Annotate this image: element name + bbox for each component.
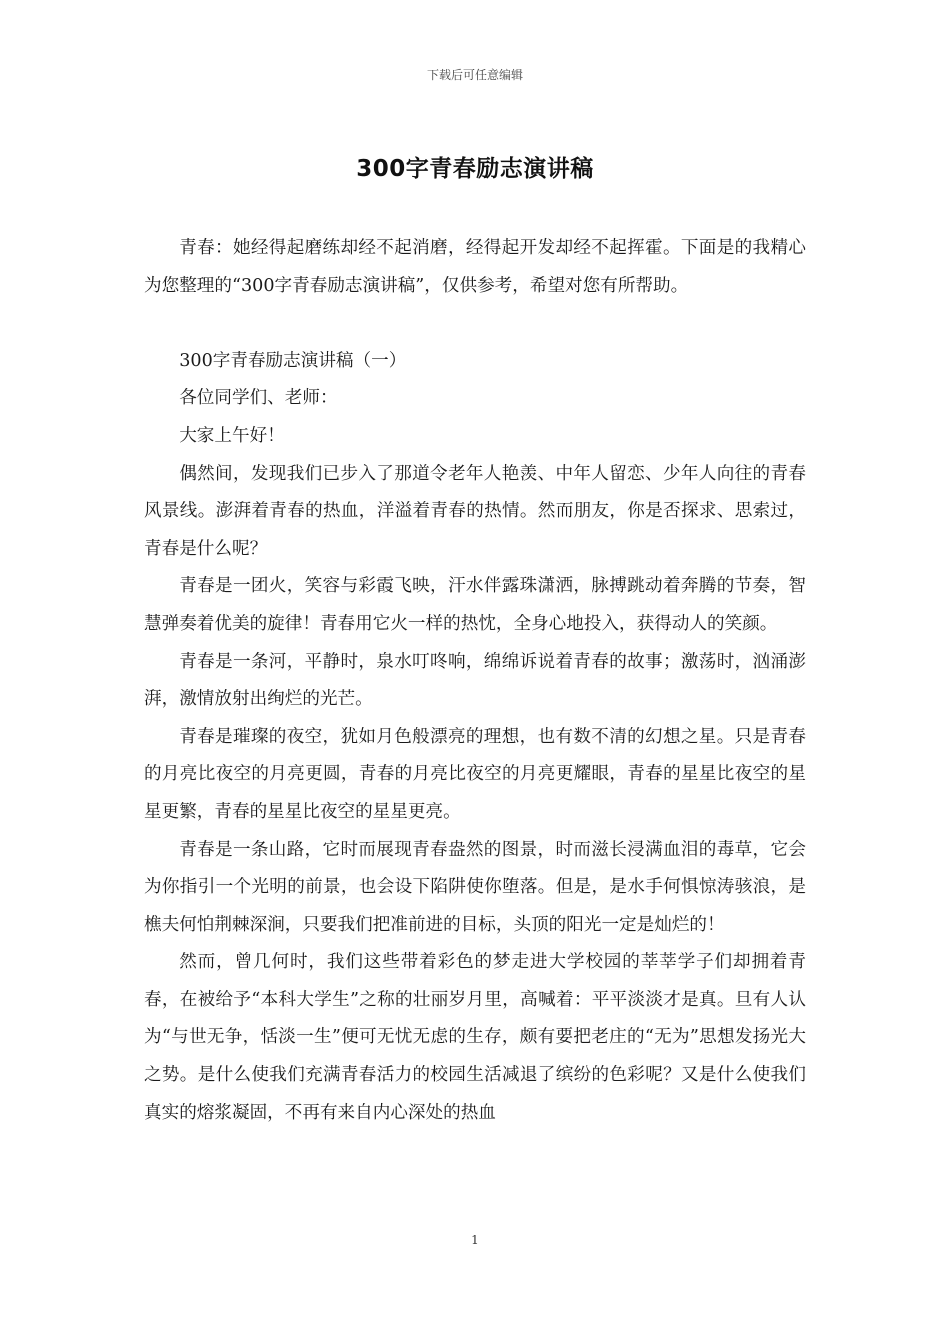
body-paragraph: 偶然间，发现我们已步入了那道令老年人艳羡、中年人留恋、少年人向往的青春风景线。澎湃着青春的热血，洋溢着青春的热情。然而朋友，你是否探求、思索过，青春是什么呢？ bbox=[144, 463, 806, 559]
greeting: 大家上午好！ bbox=[179, 425, 285, 446]
body-paragraph: 青春是璀璨的夜空，犹如月色般漂亮的理想，也有数不清的幻想之星。只是青春的月亮比夜空的月亮更圆，青春的月亮比夜空的月亮更耀眼，青春的星星比夜空的星星更繁，青春的星星比夜空的星星更亮。 bbox=[144, 726, 806, 822]
salutation: 各位同学们、老师： bbox=[179, 388, 338, 409]
page-number: 1 bbox=[471, 1233, 479, 1247]
section-heading: 300字青春励志演讲稿（一） bbox=[179, 350, 407, 371]
page-header-note: 下载后可任意编辑 bbox=[426, 68, 523, 82]
body-paragraph: 然而，曾几何时，我们这些带着彩色的梦走进大学校园的莘莘学子们却拥着青春，在被给予“本科大学生”之称的壮丽岁月里，高喊着：平平淡淡才是真。旦有人认为“与世无争，恬淡一生”便可无忧无虑的生存，颇有要把老庄的“无为”思想发扬光大之势。是什么使我们充满青春活力的校园生活减退了缤纷的色彩呢？又是什么使我们真实的熔浆凝固，不再有来自内心深处的热血 bbox=[144, 952, 806, 1123]
body-paragraph: 青春是一条山路，它时而展现青春盎然的图景，时而滋长浸满血泪的毒草，它会为你指引一个光明的前景，也会设下陷阱使你堕落。但是，是水手何惧惊涛骇浪，是樵夫何怕荆棘深涧，只要我们把准前进的目标，头顶的阳光一定是灿烂的！ bbox=[144, 839, 806, 935]
document-body bbox=[144, 230, 806, 1132]
document-title: 300字青春励志演讲稿 bbox=[356, 156, 594, 182]
body-paragraph: 青春是一条河，平静时，泉水叮咚响，绵绵诉说着青春的故事；激荡时，汹涌澎湃，激情放射出绚烂的光芒。 bbox=[144, 651, 806, 710]
intro-paragraph: 青春：她经得起磨练却经不起消磨，经得起开发却经不起挥霍。下面是的我精心为您整理的“300字青春励志演讲稿”，仅供参考，希望对您有所帮助。 bbox=[144, 238, 806, 296]
body-paragraph: 青春是一团火，笑容与彩霞飞映，汗水伴露珠潇洒，脉搏跳动着奔腾的节奏，智慧弹奏着优美的旋律！青春用它火一样的热忱，全身心地投入，获得动人的笑颜。 bbox=[144, 576, 806, 634]
